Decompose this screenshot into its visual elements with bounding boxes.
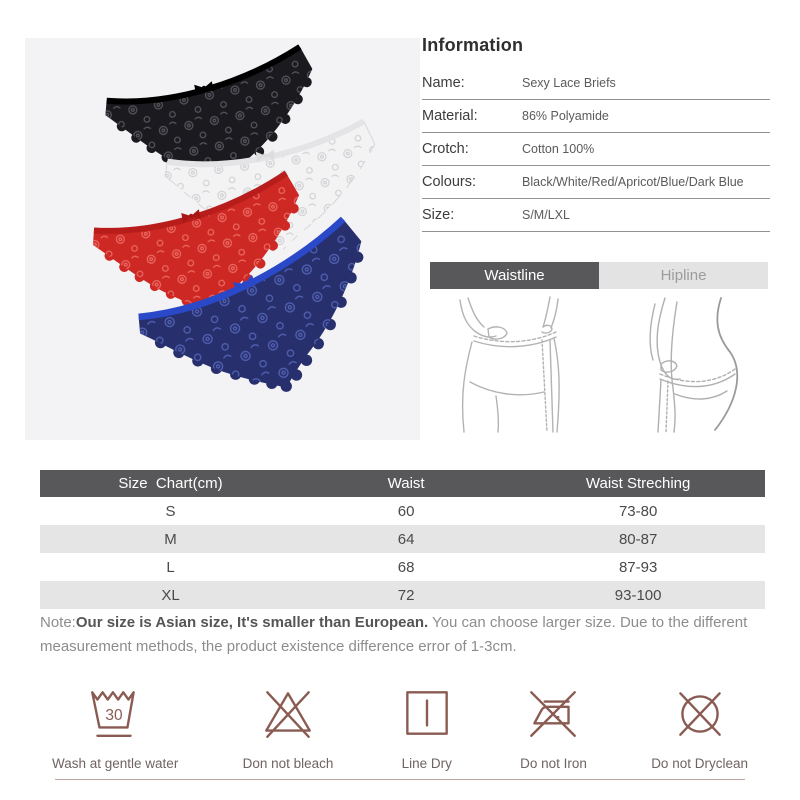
cell-size: XL <box>40 581 301 609</box>
tab-hipline[interactable]: Hipline <box>599 262 768 289</box>
info-label: Material: <box>422 108 478 124</box>
tab-waistline[interactable]: Waistline <box>430 262 599 289</box>
cell-waist: 68 <box>397 558 415 576</box>
size-note <box>40 611 767 660</box>
do-not-bleach-icon <box>259 683 317 743</box>
info-row-size <box>422 199 770 232</box>
svg-text:30: 30 <box>105 707 123 725</box>
care-instructions <box>52 683 748 771</box>
info-value: S/M/LXL <box>522 208 570 222</box>
cell-streching: 80-87 <box>511 525 765 553</box>
info-row-name <box>422 67 770 100</box>
waistline-figure <box>430 292 595 438</box>
care-item-iron <box>520 683 587 771</box>
care-item-bleach <box>243 683 334 771</box>
cell-streching: 87-93 <box>618 558 658 576</box>
do-not-dryclean-icon <box>671 683 729 743</box>
measure-tabs <box>430 262 768 289</box>
note-bold: Our size is Asian size, It's smaller than European. <box>75 614 429 631</box>
info-label: Name: <box>422 75 465 91</box>
cell-size: S <box>165 502 176 520</box>
col-waist-streching: Waist Streching <box>511 470 765 497</box>
measure-figures <box>430 292 768 438</box>
line-dry-icon <box>398 683 456 743</box>
product-photo <box>25 38 420 440</box>
care-label: Do not Dryclean <box>651 756 748 771</box>
care-item-dry <box>398 683 456 771</box>
info-value: Black/White/Red/Apricot/Blue/Dark Blue <box>522 175 744 189</box>
size-chart-header-row <box>40 470 765 497</box>
info-label: Size: <box>422 207 455 223</box>
do-not-iron-icon <box>524 683 582 743</box>
cell-waist: 64 <box>301 525 511 553</box>
info-value: 86% Polyamide <box>522 109 609 123</box>
bottom-divider <box>55 779 745 780</box>
col-size-chart: Size Chart(cm) <box>40 470 301 497</box>
cell-streching: 93-100 <box>511 581 765 609</box>
care-label: Line Dry <box>401 756 452 771</box>
cell-size: L <box>166 558 175 576</box>
table-row-l <box>40 553 765 581</box>
info-label: Crotch: <box>422 141 469 157</box>
info-row-material <box>422 100 770 133</box>
wash-30-icon <box>86 683 144 743</box>
table-row-m <box>40 525 765 553</box>
info-value: Cotton 100% <box>522 142 595 156</box>
lace-briefs-illustration <box>25 38 420 440</box>
note-prefix: Note: <box>40 614 76 631</box>
information-title: Information <box>422 35 524 55</box>
info-value: Sexy Lace Briefs <box>522 76 616 90</box>
info-row-crotch <box>422 133 770 166</box>
information-rows <box>422 67 770 232</box>
care-label: Do not Iron <box>520 756 587 771</box>
table-row-s <box>40 497 765 525</box>
care-item-dryclean <box>651 683 748 771</box>
cell-waist: 72 <box>301 581 511 609</box>
info-label: Colours: <box>422 174 476 190</box>
size-chart-table <box>40 470 765 609</box>
information-panel <box>422 35 770 232</box>
care-label: Don not bleach <box>242 756 334 771</box>
care-label: Wash at gentle water <box>52 756 179 771</box>
table-row-xl <box>40 581 765 609</box>
cell-size: M <box>40 525 301 553</box>
col-waist: Waist <box>301 470 511 497</box>
hipline-figure <box>603 292 768 438</box>
info-row-colours <box>422 166 770 199</box>
note-rest: You can choose larger size. Due to the different measurement methods, the product existence difference error of 1-3cm. <box>40 614 748 656</box>
care-item-wash <box>52 683 178 771</box>
cell-waist: 60 <box>397 502 415 520</box>
cell-streching: 73-80 <box>618 502 658 520</box>
